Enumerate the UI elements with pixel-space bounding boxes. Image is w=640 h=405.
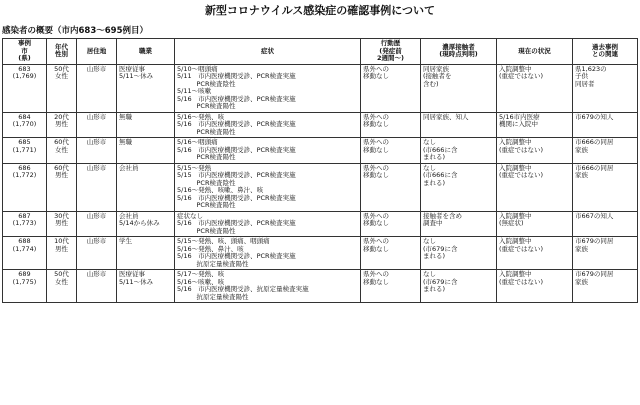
cell-contacts: 同居家族 (接触者を 含む) [421,64,497,112]
cell-case: 687 (1,773) [3,211,47,237]
page-title: 新型コロナウイルス感染症の確認事例について [204,4,436,17]
cell-symptoms: 5/16～咽頭痛 5/16 市内医療機関受診、PCR検査実施 PCR検査陽性 [175,138,361,164]
cell-case: 683 (1,769) [3,64,47,112]
cell-occupation: 無職 [117,138,175,164]
cell-contacts: 接触者を含め 調査中 [421,211,497,237]
table-row [3,237,638,270]
cell-residence: 山形市 [77,270,117,303]
cell-age-sex: 30代 男性 [47,211,77,237]
cell-age-sex: 60代 男性 [47,163,77,211]
cell-occupation: 会社員 5/14から休み [117,211,175,237]
cell-travel: 県外への 移動なし [361,112,421,138]
table-row [3,163,638,211]
cell-status: 5/16市内医療 機関に入院中 [497,112,573,138]
cell-occupation: 医療従事 5/11～休み [117,64,175,112]
cell-contacts: なし (市666に含 まれる) [421,163,497,211]
cell-relation: 県1,623の 子供 同居者 [573,64,638,112]
header-occupation: 職業 [117,39,175,65]
header-contacts: 濃厚接触者 (現時点判明) [421,39,497,65]
header-residence: 居住地 [77,39,117,65]
cell-status: 入院調整中 (重症ではない) [497,163,573,211]
table-header-row [3,39,638,65]
cell-symptoms: 症状なし 5/16 市内医療機関受診、PCR検査実施 PCR検査陽性 [175,211,361,237]
cell-travel: 県外への 移動なし [361,211,421,237]
table-row [3,138,638,164]
header-travel: 行動歴 (発症前 2週間～) [361,39,421,65]
cell-status: 入院調整中 (無症状) [497,211,573,237]
cell-residence: 山形市 [77,112,117,138]
cell-contacts: なし (市679に含 まれる) [421,270,497,303]
cell-case: 684 (1,770) [3,112,47,138]
cell-residence: 山形市 [77,163,117,211]
cell-symptoms: 5/10～咽頭痛 5/11 市内医療機関受診、PCR検査実施 PCR検査陰性 5/11～咳嗽 5/16 市内医療機関受診、PCR検査実施 PCR検査陽性 [175,64,361,112]
cell-residence: 山形市 [77,237,117,270]
cell-residence: 山形市 [77,64,117,112]
header-case: 事例 市 (県) [3,39,47,65]
table-row [3,211,638,237]
cell-age-sex: 50代 女性 [47,270,77,303]
cell-travel: 県外への 移動なし [361,64,421,112]
cell-relation: 市667の知人 [573,211,638,237]
cell-relation: 市666の同居 家族 [573,163,638,211]
cell-age-sex: 20代 男性 [47,112,77,138]
cell-symptoms: 5/15～発熱、咳、頭痛、咽頭痛 5/16～発熱、鼻汁、咳 5/16 市内医療機関受診、PCR検査実施 抗原定量検査陽性 [175,237,361,270]
cell-status: 入院調整中 (重症ではない) [497,64,573,112]
cell-relation: 市679の知人 [573,112,638,138]
header-status: 現在の状況 [497,39,573,65]
cell-relation: 市666の同居 家族 [573,138,638,164]
cell-contacts: なし (市679に含 まれる) [421,237,497,270]
cell-case: 689 (1,775) [3,270,47,303]
cell-occupation: 学生 [117,237,175,270]
cell-relation: 市679の同居 家族 [573,270,638,303]
page-subtitle: 感染者の概要（市内683～695例目） [2,26,148,36]
cell-occupation: 会社員 [117,163,175,211]
cell-contacts: 同居家族、知人 [421,112,497,138]
cell-case: 688 (1,774) [3,237,47,270]
cell-travel: 県外への 移動なし [361,138,421,164]
cell-age-sex: 50代 女性 [47,64,77,112]
cell-travel: 県外への 移動なし [361,270,421,303]
table-row [3,64,638,112]
cell-age-sex: 10代 男性 [47,237,77,270]
cell-symptoms: 5/17～発熱、咳 5/16～咳嗽、咳 5/16 市内医療機関受診、抗原定量検査実施 抗原定量検査陽性 [175,270,361,303]
table-row [3,112,638,138]
cell-occupation: 無職 [117,112,175,138]
cell-symptoms: 5/16～発熱、咳 5/16 市内医療機関受診、PCR検査実施 PCR検査陽性 [175,112,361,138]
table-body [3,64,638,303]
cell-status: 入院調整中 (重症ではない) [497,138,573,164]
header-age-sex: 年代 性別 [47,39,77,65]
cell-status: 入院調整中 (重症ではない) [497,237,573,270]
cases-table [2,38,638,303]
cell-relation: 市679の同居 家族 [573,237,638,270]
cell-status: 入院調整中 (重症ではない) [497,270,573,303]
cell-case: 686 (1,772) [3,163,47,211]
table-row [3,270,638,303]
cell-case: 685 (1,771) [3,138,47,164]
cell-age-sex: 60代 女性 [47,138,77,164]
cell-symptoms: 5/15～発熱 5/15 市内医療機関受診、PCR検査実施 PCR検査陰性 5/16～発熱、咳嗽、鼻汁、咳 5/16 市内医療機関受診、PCR検査実施 PCR検査陽性 [175,163,361,211]
header-relation: 過去事例 との関連 [573,39,638,65]
cell-residence: 山形市 [77,211,117,237]
cell-travel: 県外への 移動なし [361,237,421,270]
cell-contacts: なし (市666に含 まれる) [421,138,497,164]
cell-occupation: 医療従事 5/11～休み [117,270,175,303]
header-symptoms: 症状 [175,39,361,65]
cell-travel: 県外への 移動なし [361,163,421,211]
cell-residence: 山形市 [77,138,117,164]
